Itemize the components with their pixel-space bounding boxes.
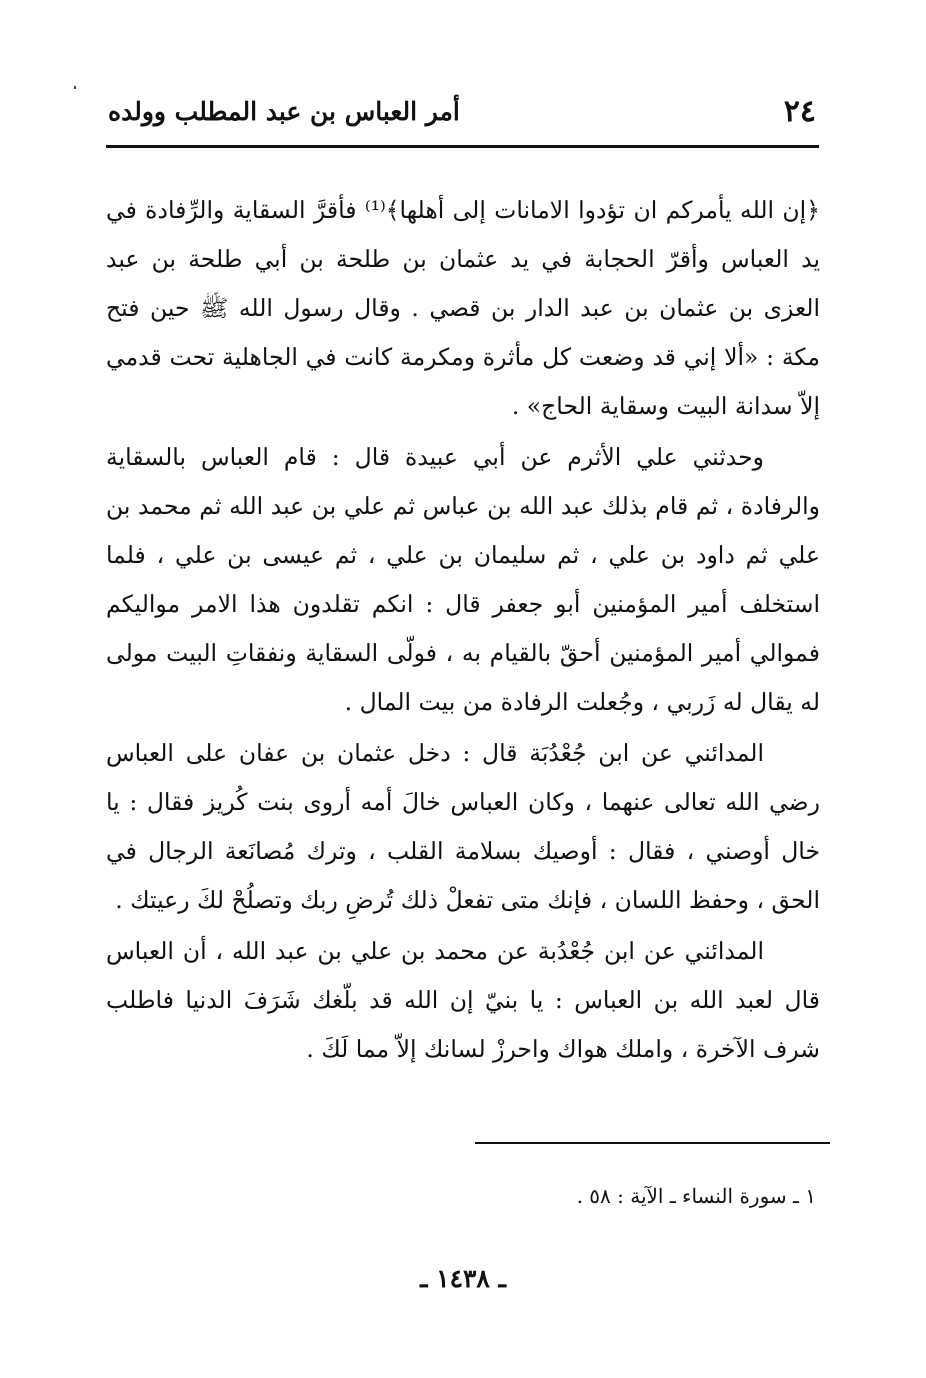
paragraph-1: ﴿إن الله يأمركم ان تؤدوا الامانات إلى أهلها﴾⁽¹⁾ فأقرَّ السقاية والرِّفادة في يد العباس وأقرّ الحجابة في يد عثمان بن طلحة بن أبي طلحة بن عبد العزى بن عثمان بن عبد الدار بن قصي . وقال رسول الله ﷺ حين فتح مكة : «ألا إني قد وضعت كل مأثرة ومكرمة كانت في الجاهلية تحت قدمي إلاّ سدانة البيت وسقاية الحاج» . [106, 196, 820, 420]
paragraph-2: وحدثني علي الأثرم عن أبي عبيدة قال : قام العباس بالسقاية والرفادة ، ثم قام بذلك عبد الله بن عباس ثم علي بن عبد الله ثم محمد بن علي ثم داود بن علي ، ثم سليمان بن علي ، ثم عيسى بن علي ، فلما استخلف أمير المؤمنين أبو جعفر قال : انكم تقلدون هذا الامر مواليكم فموالي أمير المؤمنين أحقّ بالقيام به ، فولّى السقاية ونفقاتِ البيت مولى له يقال له زَربي ، وجُعلت الرفادة من بيت المال . [106, 443, 820, 716]
footnote: ١ ـ سورة النساء ـ الآية : ٥٨ . [576, 1184, 816, 1208]
paragraph-3: المدائني عن ابن جُعْدُبَة قال : دخل عثمان بن عفان على العباس رضي الله تعالى عنهما ، وكان العباس خالَ أمه أروى بنت كُريز فقال : يا خال أوصني ، فقال : أوصيك بسلامة القلب ، وترك مُصانَعة الرجال في الحق ، وحفظ اللسان ، فإنك متى تفعلْ ذلك تُرضِ ربك وتصلُحْ لكَ رعيتك . [106, 739, 820, 914]
scan-speck [74, 86, 76, 89]
paragraph-4: المدائني عن ابن جُعْدُبة عن محمد بن علي بن عبد الله ، أن العباس قال لعبد الله بن العباس : يا بنيّ إن الله قد بلّغك شَرَفَ الدنيا فاطلب شرف الآخرة ، واملك هواك واحرزْ لسانك إلاّ مما لَكَ . [106, 937, 820, 1063]
body-text [106, 186, 820, 1076]
running-title: أمر العباس بن عبد المطلب وولده [108, 97, 460, 126]
folio-number: ـ ١٤٣٨ ـ [420, 1264, 506, 1293]
footnote-divider [475, 1142, 830, 1144]
page-number: ٢٤ [783, 94, 816, 129]
header-divider [106, 145, 819, 148]
running-head [108, 92, 816, 136]
